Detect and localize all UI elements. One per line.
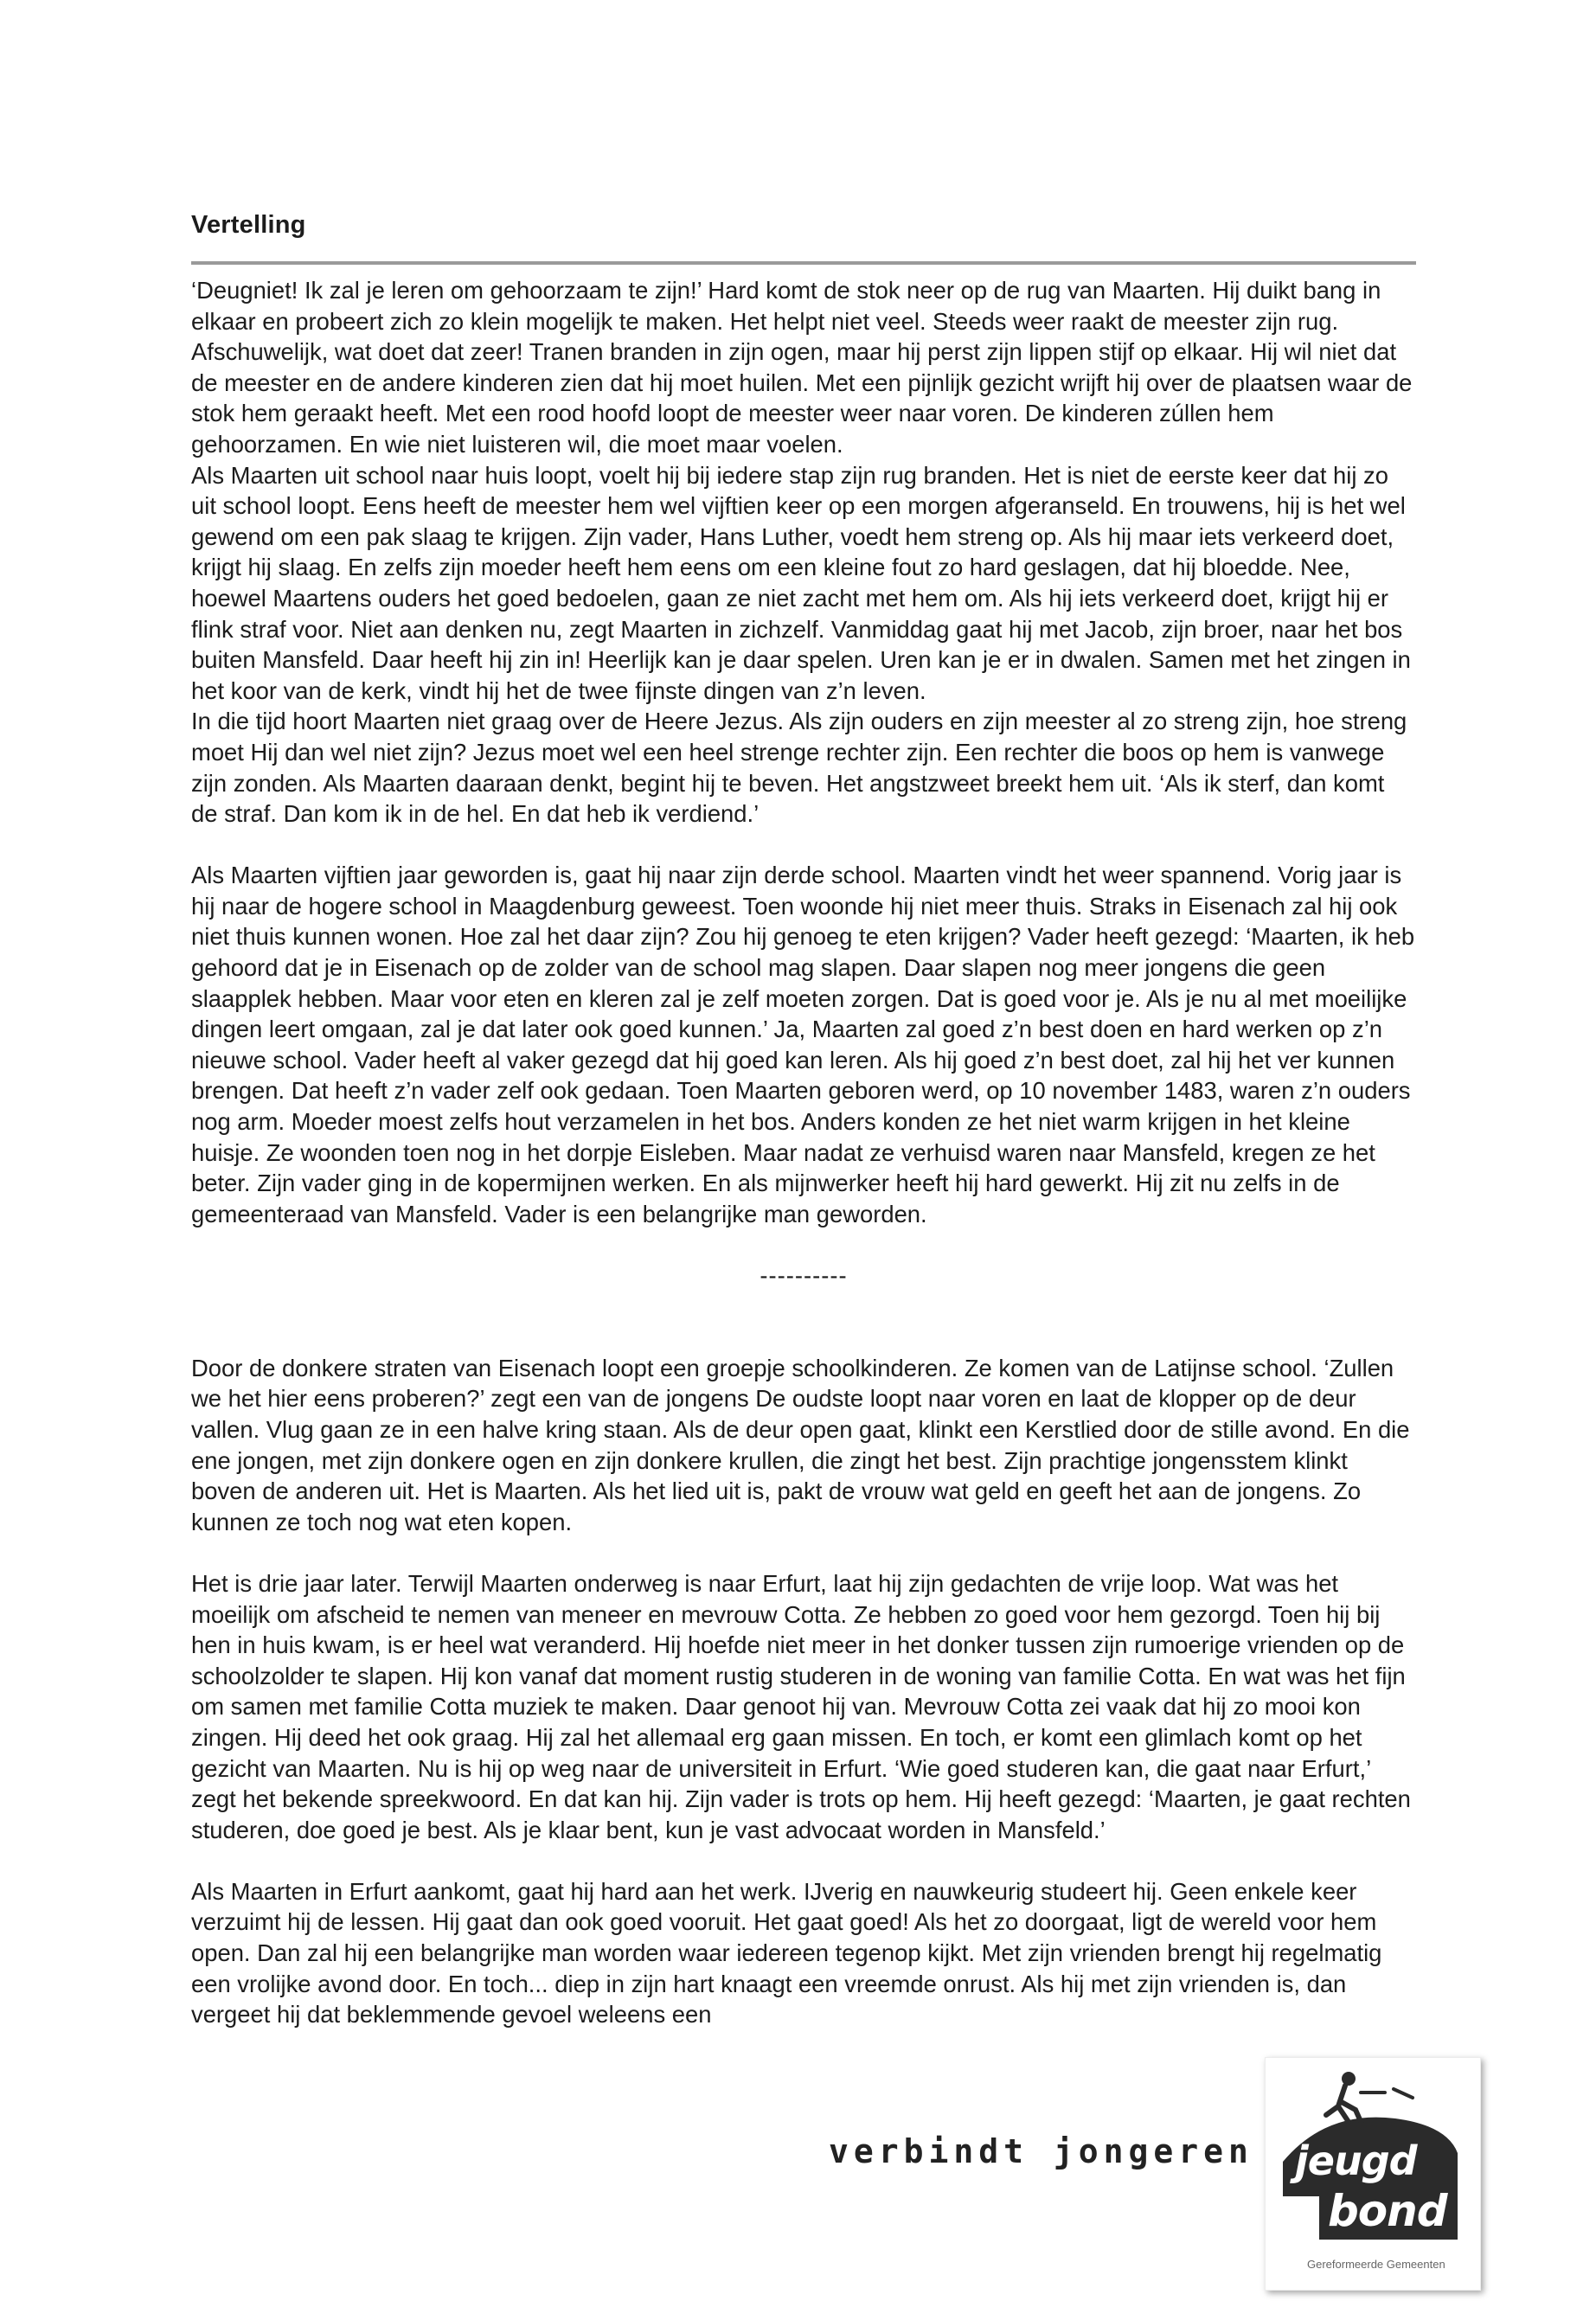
paragraph-3: In die tijd hoort Maarten niet graag over de Heere Jezus. Als zijn ouders en zijn meester al zo streng zijn, hoe streng moet Hij dan wel niet zijn? Jezus moet wel een heel strenge rechter zijn. Een rechter die boos op hem is vanwege zijn zonden. Als Maarten daaraan denkt, begint hij te beven. Het angstzweet breekt hem uit. ‘Als ik sterf, dan komt de straf. Dan kom ik in de hel. En dat heb ik verdiend.’	[191, 708, 1407, 828]
paragraph-2: Als Maarten uit school naar huis loopt, voelt hij bij iedere stap zijn rug branden. Het is niet de eerste keer dat hij zo uit school loopt. Eens heeft de meester hem wel vijftien keer op een morgen afgeranseld. En trouwens, hij is het wel gewend om een pak slaag te krijgen. Zijn vader, Hans Luther, voedt hem streng op. Als hij maar iets verkeerd doet, krijgt hij slaag. En zelfs zijn moeder heeft hem eens om een kleine fout zo hard geslagen, dat hij bloedde. Nee, hoewel Maartens ouders het goed bedoelen, gaan ze niet zacht met hem om. Als hij iets verkeerd doet, krijgt hij er flink straf voor. Niet aan denken nu, zegt Maarten in zichzelf. Vanmiddag gaat hij met Jacob, zijn broer, naar het bos buiten Mansfeld. Daar heeft hij zin in! Heerlijk kan je daar spelen. Uren kan je er in dwalen. Samen met het zingen in het koor van de kerk, vindt hij het de twee fijnste dingen van z’n leven.	[191, 461, 1411, 704]
paragraph-5: Door de donkere straten van Eisenach loopt een groepje schoolkinderen. Ze komen van de Latijnse school. ‘Zullen we het hier eens proberen?’ zegt een van de jongens De oudste loopt naar voren en laat de klopper op de deur vallen. Vlug gaan ze in een halve kring staan. Als de deur open gaat, klinkt een Kerstlied door de stille avond. En die ene jongen, met zijn donkere ogen en zijn donkere krullen, die zingt het best. Zijn prachtige jongensstem klinkt boven de anderen uit. Het is Maarten. Als het lied uit is, pakt de vrouw wat geld en geeft het aan de jongens. Zo kunnen ze toch nog wat eten kopen.	[191, 1354, 1410, 1535]
logo-word-jeugd: jeugd	[1295, 2138, 1417, 2184]
logo-word-bond: bond	[1328, 2186, 1447, 2236]
page-title: Vertelling	[191, 211, 306, 239]
jeugdbond-logo	[1265, 2057, 1481, 2291]
paragraph-4: Als Maarten vijftien jaar geworden is, gaat hij naar zijn derde school. Maarten vindt het weer spannend. Vorig jaar is hij naar de hogere school in Maagdenburg geweest. Toen woonde hij niet meer thuis. Straks in Eisenach zal hij ook niet thuis kunnen wonen. Hoe zal het daar zijn? Zou hij genoeg te eten krijgen? Vader heeft gezegd: ‘Maarten, ik heb gehoord dat je in Eisenach op de zolder van de school mag slapen. Daar slapen nog meer jongens die geen slaapplek hebben. Maar voor eten en kleren zal je zelf moeten zorgen. Dat is goed voor je. Als je nu al met moeilijke dingen leert omgaan, zal je dat later ook goed kunnen.’ Ja, Maarten zal goed z’n best doen en hard werken op z’n nieuwe school. Vader heeft al vaker gezegd dat hij goed kan leren. Als hij goed z’n best doet, zal hij het ver kunnen brengen. Dat heeft z’n vader zelf ook gedaan. Toen Maarten geboren werd, op 10 november 1483, waren z’n ouders nog arm. Moeder moest zelfs hout verzamelen in het bos. Anders konden ze het niet warm krijgen in het kleine huisje. Ze woonden toen nog in het dorpje Eisleben. Maar nadat ze verhuisd waren naar Mansfeld, kregen ze het beter. Zijn vader ging in de kopermijnen werken. En als mijnwerker heeft hij hard gewerkt. Hij zit nu zelfs in de gemeenteraad van Mansfeld. Vader is een belangrijke man geworden.	[191, 862, 1415, 1227]
logo-subtitle: Gereformeerde Gemeenten	[1307, 2258, 1445, 2271]
title-divider	[191, 261, 1416, 265]
section-separator: ----------	[760, 1262, 848, 1289]
paragraph-6: Het is drie jaar later. Terwijl Maarten onderweg is naar Erfurt, laat hij zijn gedachten de vrije loop. Wat was het moeilijk om afscheid te nemen van meneer en mevrouw Cotta. Ze hebben zo goed voor hem gezorgd. Toen hij bij hen in huis kwam, is er heel wat veranderd. Hij hoefde niet meer in het donker tussen zijn rumoerige vrienden op de schoolzolder te slapen. Hij kon vanaf dat moment rustig studeren in de woning van familie Cotta. En wat was het fijn om samen met familie Cotta muziek te maken. Daar genoot hij van. Mevrouw Cotta zei vaak dat hij zo mooi kon zingen. Hij deed het ook graag. Hij zal het allemaal erg gaan missen. En toch, er komt een glimlach komt op het gezicht van Maarten. Nu is hij op weg naar de universiteit in Erfurt. ‘Wie goed studeren kan, die gaat naar Erfurt,’ zegt het bekende spreekwoord. En dat kan hij. Zijn vader is trots op hem. Hij heeft gezegd: ‘Maarten, je gaat rechten studeren, doe goed je best. Als je klaar bent, kun je vast advocaat worden in Mansfeld.’	[191, 1569, 1411, 1843]
paragraph-1: ‘Deugniet! Ik zal je leren om gehoorzaam te zijn!’ Hard komt de stok neer op de rug van Maarten. Hij duikt bang in elkaar en probeert zich zo klein mogelijk te maken. Het helpt niet veel. Steeds weer raakt de meester zijn rug. Afschuwelijk, wat doet dat zeer! Tranen branden in zijn ogen, maar hij perst zijn lippen stijf op elkaar. Hij wil niet dat de meester en de andere kinderen zien dat hij moet huilen. Met een pijnlijk gezicht wrijft hij over de plaatsen waar de stok hem geraakt heeft. Met een rood hoofd loopt de meester weer naar voren. De kinderen zúllen hem gehoorzamen. En wie niet luisteren wil, die moet maar voelen.	[191, 277, 1413, 458]
paragraph-7: Als Maarten in Erfurt aankomt, gaat hij hard aan het werk. IJverig en nauwkeurig studeert hij. Geen enkele keer verzuimt hij de lessen. Hij gaat dan ook goed vooruit. Het gaat goed! Als het zo doorgaat, ligt de wereld voor hem open. Dan zal hij een belangrijke man worden waar iedereen tegenop kijkt. Met zijn vrienden brengt hij regelmatig een vrolijke avond door. En toch... diep in zijn hart knaagt een vreemde onrust. Als hij met zijn vrienden is, dan vergeet hij dat beklemmende gevoel weleens een	[191, 1877, 1382, 2029]
footer-tagline: verbindt jongeren	[829, 2132, 1253, 2170]
story-body	[191, 275, 1416, 2030]
